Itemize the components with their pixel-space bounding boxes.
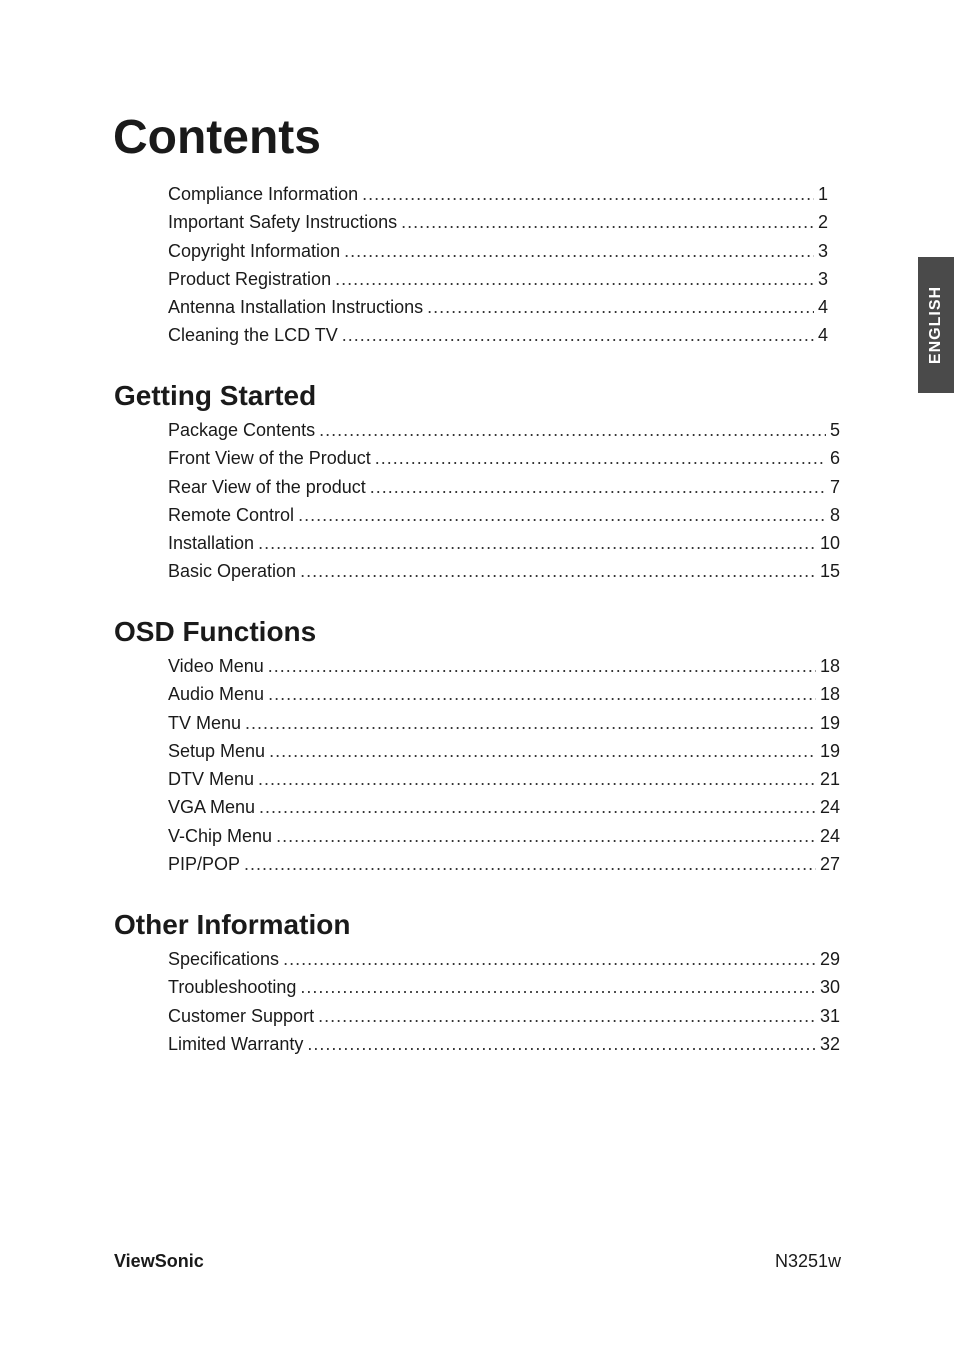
toc-entry-label: Setup Menu [168, 740, 266, 761]
toc-entry-page: 27 [819, 854, 840, 875]
toc-entry-page: 15 [819, 561, 840, 582]
toc-entry-page: 18 [819, 684, 840, 705]
toc-entry[interactable] [168, 973, 840, 1001]
toc-leader-dots [307, 1030, 816, 1058]
toc-entry-label: Specifications [168, 949, 280, 969]
toc-section-other-information [168, 945, 840, 1058]
toc-entry[interactable] [168, 680, 840, 708]
section-heading-other-information: Other Information [114, 909, 351, 940]
toc-entry[interactable] [168, 557, 840, 585]
toc-entry[interactable] [168, 321, 828, 349]
toc-entry-label: VGA Menu [168, 797, 256, 818]
toc-entry-page: 19 [819, 740, 840, 761]
toc-entry[interactable] [168, 529, 840, 557]
toc-entry-page: 3 [817, 240, 828, 261]
toc-entry[interactable] [168, 850, 840, 878]
toc-entry-label: Front View of the Product [168, 448, 371, 469]
toc-entry-label: Important Safety Instructions [168, 212, 398, 233]
toc-entry[interactable] [168, 293, 828, 321]
toc-entry-label: Product Registration [168, 268, 332, 289]
toc-entry-page: 29 [819, 949, 840, 969]
toc-entry[interactable] [168, 180, 828, 208]
toc-entry[interactable] [168, 416, 840, 444]
toc-leader-dots [300, 973, 816, 1001]
toc-entry[interactable] [168, 501, 840, 529]
toc-leader-dots [342, 321, 814, 349]
toc-entry-page: 5 [829, 420, 840, 440]
toc-entry-label: Video Menu [168, 656, 264, 676]
toc-entry-label: TV Menu [168, 712, 242, 733]
toc-entry[interactable] [168, 737, 840, 765]
toc-entry-label: Customer Support [168, 1005, 315, 1026]
toc-entry-label: Rear View of the product [168, 476, 366, 497]
toc-entry-page: 10 [819, 533, 840, 554]
toc-leader-dots [269, 737, 816, 765]
toc-entry-label: Antenna Installation Instructions [168, 297, 424, 318]
toc-entry-label: Installation [168, 533, 255, 554]
toc-entry-page: 2 [817, 212, 828, 233]
section-heading-getting-started: Getting Started [114, 380, 317, 411]
toc-entry-page: 30 [819, 977, 840, 998]
toc-entry-label: Troubleshooting [168, 977, 297, 998]
toc-entry-page: 4 [817, 325, 828, 346]
toc-leader-dots [268, 652, 816, 680]
toc-entry[interactable] [168, 765, 840, 793]
toc-leader-dots [298, 501, 826, 529]
toc-leader-dots [344, 237, 814, 265]
toc-entry-label: Copyright Information [168, 240, 341, 261]
toc-leader-dots [245, 709, 816, 737]
toc-entry-page: 7 [829, 476, 840, 497]
footer-model: N3251w [774, 1251, 841, 1271]
toc-entry-page: 31 [819, 1005, 840, 1026]
toc-entry-label: Remote Control [168, 504, 295, 525]
toc-entry[interactable] [168, 709, 840, 737]
toc-entry[interactable] [168, 1030, 840, 1058]
footer-brand: ViewSonic [114, 1251, 204, 1271]
toc-entry[interactable] [168, 1002, 840, 1030]
toc-entry-page: 6 [829, 448, 840, 469]
toc-leader-dots [427, 293, 814, 321]
toc-leader-dots [244, 850, 816, 878]
toc-entry[interactable] [168, 652, 840, 680]
toc-leader-dots [319, 416, 826, 444]
toc-section-intro [168, 180, 828, 350]
toc-entry-label: Compliance Information [168, 184, 359, 204]
toc-leader-dots [362, 180, 814, 208]
toc-entry-label: Basic Operation [168, 561, 297, 582]
toc-leader-dots [268, 680, 816, 708]
toc-entry[interactable] [168, 208, 828, 236]
toc-entry-page: 8 [829, 504, 840, 525]
page-title: Contents [113, 111, 321, 164]
toc-section-getting-started [168, 416, 840, 586]
toc-entry[interactable] [168, 793, 840, 821]
toc-entry-page: 21 [819, 769, 840, 790]
toc-entry[interactable] [168, 444, 840, 472]
toc-leader-dots [283, 945, 816, 973]
toc-section-osd-functions [168, 652, 840, 878]
toc-leader-dots [370, 473, 826, 501]
toc-leader-dots [300, 557, 816, 585]
toc-entry-page: 1 [817, 184, 828, 204]
toc-entry-label: V-Chip Menu [168, 825, 273, 846]
toc-entry[interactable] [168, 473, 840, 501]
toc-entry-label: Package Contents [168, 420, 316, 440]
toc-entry[interactable] [168, 945, 840, 973]
toc-entry-page: 32 [819, 1033, 840, 1054]
toc-leader-dots [318, 1002, 816, 1030]
toc-leader-dots [335, 265, 814, 293]
toc-entry-page: 24 [819, 825, 840, 846]
toc-entry[interactable] [168, 822, 840, 850]
toc-entry-page: 3 [817, 268, 828, 289]
toc-leader-dots [401, 208, 814, 236]
toc-leader-dots [258, 765, 816, 793]
toc-entry-page: 19 [819, 712, 840, 733]
toc-entry-page: 18 [819, 656, 840, 676]
language-tab [918, 257, 954, 393]
language-tab-label: ENGLISH [927, 285, 944, 365]
toc-entry-label: DTV Menu [168, 769, 255, 790]
section-heading-osd-functions: OSD Functions [114, 616, 317, 647]
toc-entry-page: 24 [819, 797, 840, 818]
toc-entry-label: Audio Menu [168, 684, 265, 705]
toc-leader-dots [276, 822, 816, 850]
toc-entry-label: Limited Warranty [168, 1033, 304, 1054]
toc-entry[interactable] [168, 237, 828, 265]
toc-entry-page: 4 [817, 297, 828, 318]
toc-entry-label: Cleaning the LCD TV [168, 325, 338, 346]
toc-leader-dots [259, 793, 816, 821]
toc-entry[interactable] [168, 265, 828, 293]
toc-entry-label: PIP/POP [168, 854, 241, 875]
toc-leader-dots [375, 444, 826, 472]
toc-leader-dots [258, 529, 816, 557]
